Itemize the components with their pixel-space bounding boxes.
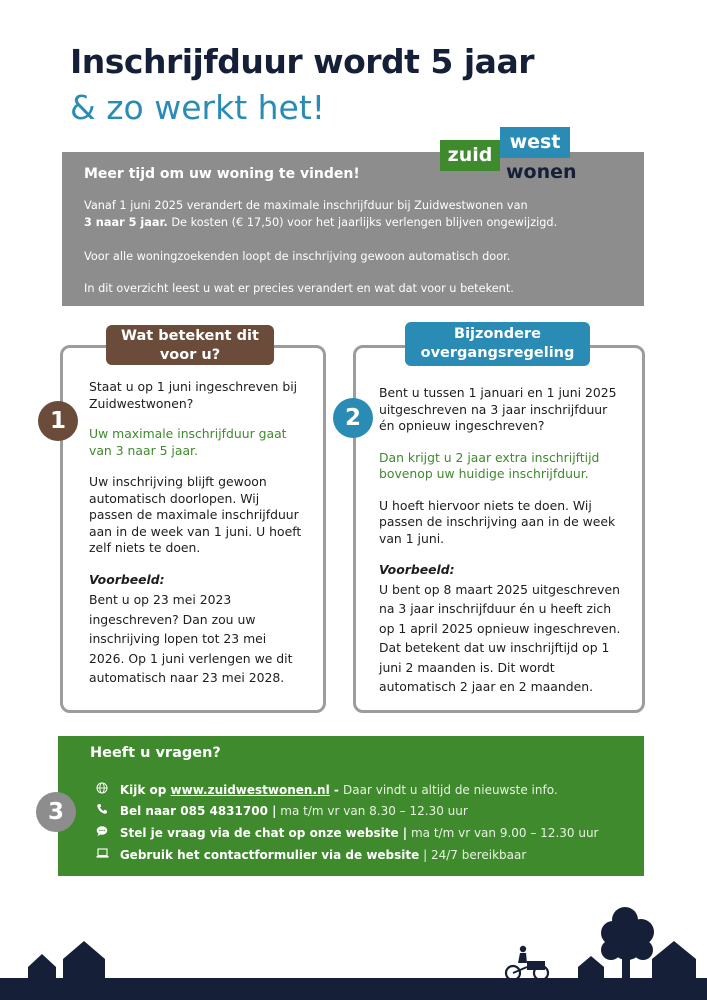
card1-b-line5: zelf niets te doen. (89, 540, 201, 555)
intro-paragraph-1 (84, 197, 632, 231)
house-icon-small-left (28, 954, 56, 981)
contact-chat-hours: ma t/m vr van 9.00 – 12.30 uur (407, 826, 599, 840)
card2-b-line3: van 1 juni. (379, 530, 445, 546)
chat-icon (96, 825, 116, 840)
contact-form-label[interactable]: Gebruik het contactformulier via de website (119, 848, 420, 862)
card1-label-line2: voor u? (159, 347, 221, 363)
intro-paragraph-2: Voor alle woningzoekenden loopt de inschrijving gewoon automatisch door. (84, 250, 511, 263)
card1-label-line1: Wat betekent dit (121, 328, 259, 344)
intro-p1-text: Vanaf 1 juni 2025 verandert de maximale inschrijfduur bij Zuidwestwonen van (84, 199, 528, 212)
card2-example (379, 580, 641, 697)
card2-answer (379, 450, 641, 483)
card1-a-line1: Uw maximale inschrijfduur gaat (89, 426, 287, 441)
card2-ex-line3: op 1 april 2025 opnieuw ingeschreven. (379, 620, 621, 636)
card2-label (405, 322, 590, 366)
card1-explanation (89, 474, 317, 557)
page-subtitle: & zo werkt het! (70, 88, 326, 127)
contact-heading: Heeft u vragen? (90, 745, 221, 761)
card1-example (89, 590, 317, 688)
card2-ex-line2: na 3 jaar inschrijfduur én u heeft zich (379, 601, 612, 616)
intro-paragraph-3: In dit overzicht leest u wat er precies verandert en wat dat voor u betekent. (84, 282, 514, 295)
card1-q-line1: Staat u op 1 juni ingeschreven bij (89, 379, 298, 394)
card2-q-line1: Bent u tussen 1 januari en 1 juni 2025 (379, 385, 617, 400)
card1-q-line2: Zuidwestwonen? (89, 395, 194, 411)
contact-row-phone (96, 803, 468, 818)
cargo-bike-icon (506, 946, 548, 980)
card1-question (89, 379, 317, 412)
contact-row-chat (96, 825, 598, 840)
card1-b-line4: aan in de week van 1 juni. U hoeft (89, 523, 302, 539)
intro-p1-rest: De kosten (€ 17,50) voor het jaarlijks verlengen blijven ongewijzigd. (167, 216, 558, 229)
card1-ex-line1: Bent u op 23 mei 2023 (89, 592, 232, 607)
card2-body (379, 385, 641, 697)
contact-website-sep: - (329, 783, 344, 797)
card2-q-line3: én opnieuw ingeschreven? (379, 418, 545, 433)
card2-b-line1: U hoeft hiervoor niets te doen. Wij (379, 497, 592, 513)
card1-ex-line2: ingeschreven? Dan zou uw (89, 611, 256, 627)
zuidwestwonen-logo (440, 127, 586, 187)
card1-b-line1: Uw inschrijving blijft gewoon (89, 474, 267, 489)
card1-ex-line4: 2026. Op 1 juni verlengen we dit (89, 650, 293, 666)
card2-q-line2: uitgeschreven na 3 jaar inschrijfduur (379, 401, 608, 417)
contact-website-prefix: Kijk op (119, 783, 171, 797)
contact-row-form (96, 847, 526, 862)
card2-label-line1: Bijzondere (454, 326, 541, 342)
card1-b-line3: passen de maximale inschrijfduur (89, 507, 299, 522)
card1-body (89, 379, 317, 688)
contact-panel (58, 736, 644, 876)
card1-b-line2: automatisch doorlopen. Wij (89, 490, 260, 506)
card2-explanation (379, 498, 641, 548)
card2-ex-line4: Dat betekent dat uw inschrijftijd op 1 (379, 640, 610, 655)
laptop-icon (96, 847, 116, 862)
website-link[interactable]: www.zuidwestwonen.nl (170, 783, 330, 797)
globe-icon (96, 782, 116, 797)
card2-example-label: Voorbeeld: (379, 562, 455, 577)
contact-phone-label[interactable]: Bel naar 085 4831700 | (119, 804, 277, 818)
card1-example-label: Voorbeeld: (89, 571, 165, 587)
card1-a-line2: van 3 naar 5 jaar. (89, 442, 198, 458)
intro-heading: Meer tijd om uw woning te vinden! (84, 166, 360, 182)
card1-ex-line3: inschrijving lopen tot 23 mei (89, 631, 267, 646)
card2-ex-line1: U bent op 8 maart 2025 uitgeschreven (379, 581, 620, 597)
tree-icon (601, 907, 654, 981)
logo-zuid: zuid (440, 140, 500, 171)
card1-answer (89, 426, 317, 459)
contact-row-website (96, 782, 558, 797)
house-icon-right (652, 941, 696, 981)
step-number-3: 3 (36, 792, 76, 832)
card1-ex-line5: automatisch naar 23 mei 2028. (89, 670, 285, 685)
house-icon-left (63, 941, 105, 981)
contact-chat-label[interactable]: Stel je vraag via de chat op onze website | (119, 826, 408, 840)
card2-a-line2: bovenop uw huidige inschrijfduur. (379, 466, 589, 481)
logo-west: west (500, 127, 570, 158)
footer-ground-bar (0, 978, 707, 1000)
card2-ex-line5: juni 2 maanden is. Dit wordt (379, 659, 555, 675)
card2-ex-line6: automatisch 2 jaar en 2 maanden. (379, 679, 594, 694)
logo-wonen: wonen (506, 161, 577, 183)
card2-a-line1: Dan krijgt u 2 jaar extra inschrijftijd (379, 449, 600, 465)
page-title: Inschrijfduur wordt 5 jaar (70, 42, 534, 81)
intro-p1-bold: 3 naar 5 jaar. (84, 216, 168, 229)
step-number-2: 2 (333, 398, 373, 438)
card1-label (106, 325, 274, 365)
contact-phone-hours: ma t/m vr van 8.30 – 12.30 uur (276, 804, 468, 818)
contact-website-rest: Daar vindt u altijd de nieuwste info. (343, 783, 558, 797)
phone-icon (96, 803, 116, 818)
contact-form-availability: | 24/7 bereikbaar (419, 848, 527, 862)
card2-label-line2: overgangsregeling (420, 345, 575, 361)
step-number-1: 1 (38, 401, 78, 441)
card2-b-line2: passen de inschrijving aan in de week (379, 514, 616, 529)
card2-question (379, 385, 641, 435)
